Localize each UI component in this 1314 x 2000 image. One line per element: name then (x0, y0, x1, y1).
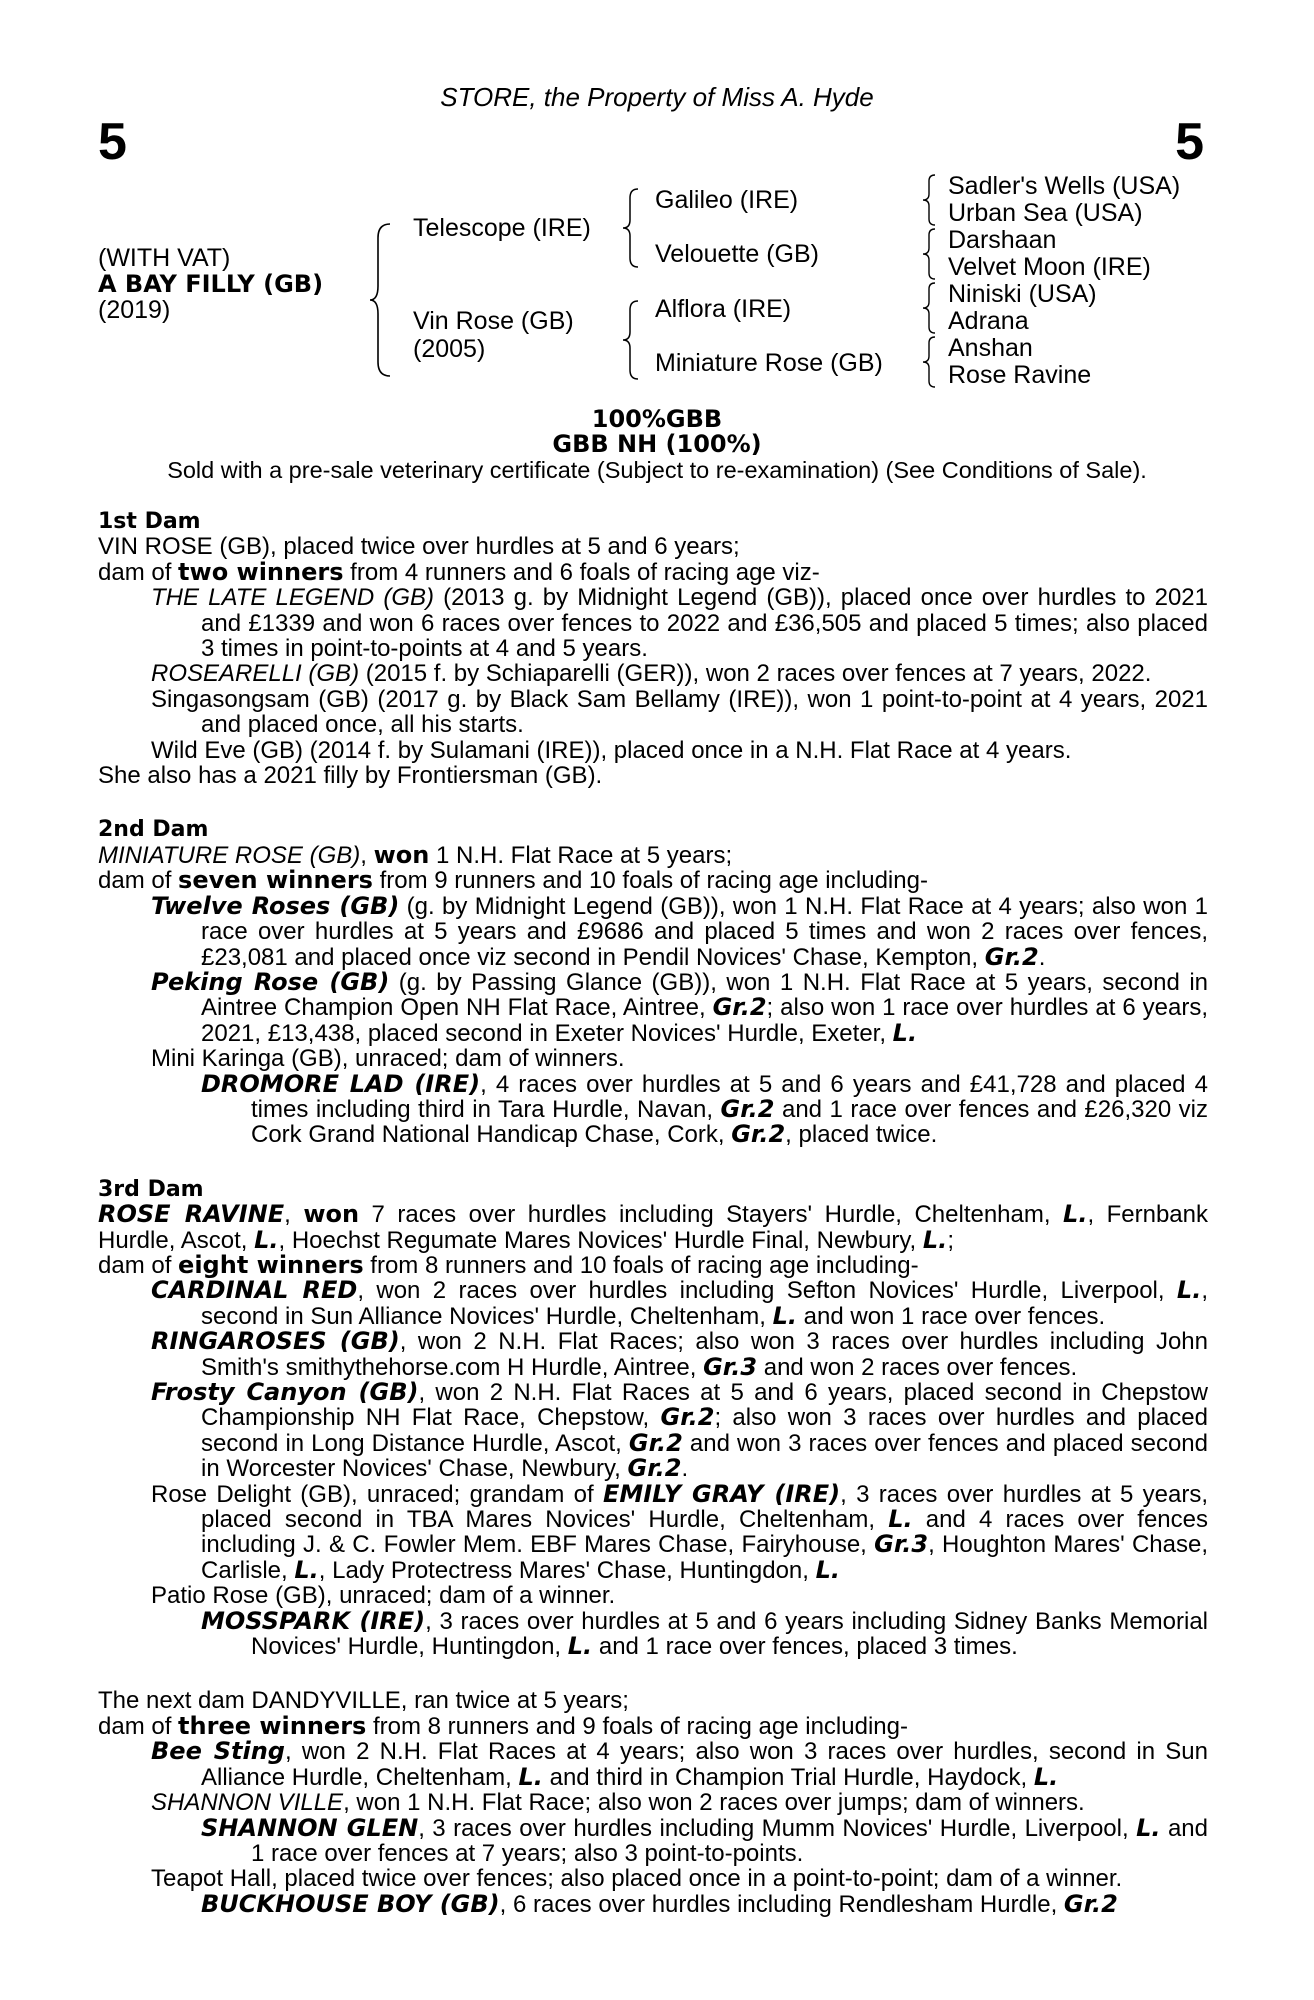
progeny-entry: CARDINAL RED, won 2 races over hurdles including Sefton Novices' Hurdle, Liverpool, L., second in Sun Alliance Novices' Hurdle, Cheltenham, L. and won 1 race over fences. (151, 1276, 1208, 1330)
first-dam-line1: VIN ROSE (GB), placed twice over hurdles at 5 and 6 years; (98, 533, 740, 561)
lot-number-right: 5 (1175, 113, 1204, 171)
brace-ss (920, 172, 940, 228)
lot-year: (2019) (98, 296, 171, 324)
dam-year: (2005) (413, 335, 486, 363)
pedigree-sds: Darshaan (948, 226, 1057, 254)
progeny-entry: Patio Rose (GB), unraced; dam of a winner. (151, 1582, 616, 1610)
second-dam-line1: MINIATURE ROSE (GB), won 1 N.H. Flat Race at 5 years; (98, 840, 733, 869)
brace-dam (620, 298, 644, 382)
progeny-entry: SHANNON VILLE, won 1 N.H. Flat Race; also won 2 races over jumps; dam of winners. (151, 1789, 1085, 1817)
sire-sire: Galileo (IRE) (655, 186, 799, 214)
third-dam-line1: ROSE RAVINE, won 7 races over hurdles including Stayers' Hurdle, Cheltenham, L., Fernbank Hurdle, Ascot, L., Hoechst Regumate Mares Novices' Hurdle Final, Newbury, L.; (98, 1200, 1208, 1254)
second-dam-line2: dam of seven winners from 9 runners and 10 foals of racing age including- (98, 866, 928, 895)
vet-certificate-note: Sold with a pre-sale veterinary certificate (Subject to re-examination) (See Conditions of Sale). (167, 457, 1147, 483)
progeny-entry: DROMORE LAD (IRE), 4 races over hurdles at 5 and 6 years and £41,728 and placed 4 times including third in Tara Hurdle, Navan, Gr.2 and 1 race over fences and £26,320 viz Cork Grand National Handicap Chase, Cork, Gr.2, placed twice. (201, 1069, 1209, 1149)
pedigree-dds: Anshan (948, 334, 1033, 362)
progeny-entry: BUCKHOUSE BOY (GB), 6 races over hurdles including Rendlesham Hurdle, Gr.2 (201, 1889, 1118, 1918)
gbb-nh: GBB NH (100%) (552, 430, 762, 458)
third-dam-line2: dam of eight winners from 8 runners and 10 foals of racing age including- (98, 1250, 919, 1279)
dam-dam: Miniature Rose (GB) (655, 349, 883, 377)
progeny-entry: Frosty Canyon (GB), won 2 N.H. Flat Races at 5 and 6 years, placed second in Chepstow Championship NH Flat Race, Chepstow, Gr.2; also won 3 races over hurdles and placed second in Long Distance Hurdle, Ascot, Gr.2 and won 3 races over fences and placed second in Worcester Novices' Chase, Newbury, Gr.2. (151, 1378, 1209, 1483)
progeny-entry: ROSEARELLI (GB) (2015 f. by Schiaparelli (GER)), won 2 races over fences at 7 years, 2022. (151, 660, 1152, 688)
first-dam-heading: 1st Dam (98, 509, 201, 534)
first-dam-line2: dam of two winners from 4 runners and 6 foals of racing age viz- (98, 557, 820, 586)
dam-sire: Alflora (IRE) (655, 295, 792, 323)
pedigree-brace-main (368, 220, 398, 380)
progeny-entry: Twelve Roses (GB) (g. by Midnight Legend (GB)), won 1 N.H. Flat Race at 4 years; also won 1 race over hurdles at 5 years and £9686 and placed 5 times and won 2 races over fences, £23,081 and placed once viz second in Pendil Novices' Chase, Kempton, Gr.2. (151, 891, 1208, 971)
next-dam-line1: The next dam DANDYVILLE, ran twice at 5 years; (98, 1687, 629, 1715)
pedigree-dsd: Adrana (948, 307, 1029, 335)
pedigree-ssd: Urban Sea (USA) (948, 199, 1143, 227)
catalogue-body (98, 509, 1208, 1917)
gbb-percentage: 100%GBB (591, 405, 723, 433)
lot-name: A BAY FILLY (GB) (98, 270, 324, 298)
second-dam-heading: 2nd Dam (98, 817, 209, 843)
progeny-entry: Rose Delight (GB), unraced; grandam of EMILY GRAY (IRE), 3 races over hurdles at 5 years, placed second in TBA Mares Novices' Hurdle, Cheltenham, L. and 4 races over fences including J. & C. Fowler Mem. EBF Mares Chase, Fairyhouse, Gr.3, Houghton Mares' Chase, Carlisle, L., Lady Protectress Mares' Chase, Huntingdon, L. (151, 1479, 1209, 1584)
brace-sire (620, 186, 644, 270)
lot-number-left: 5 (98, 113, 127, 171)
progeny-entry: Wild Eve (GB) (2014 f. by Sulamani (IRE)), placed once in a N.H. Flat Race at 4 years. (151, 736, 1072, 764)
progeny-entry: SHANNON GLEN, 3 races over hurdles including Mumm Novices' Hurdle, Liverpool, L. and 1 race over fences at 7 years; also 3 point-to-points. (201, 1813, 1208, 1867)
progeny-entry: Mini Karinga (GB), unraced; dam of winners. (151, 1045, 625, 1073)
pedigree-ddd: Rose Ravine (948, 361, 1092, 389)
brace-dd (920, 334, 940, 390)
third-dam-heading: 3rd Dam (98, 1176, 204, 1202)
sire-name: Telescope (IRE) (413, 214, 591, 242)
dam-name: Vin Rose (GB) (413, 307, 574, 335)
progeny-entry: MOSSPARK (IRE), 3 races over hurdles at 5 and 6 years including Sidney Banks Memorial Novices' Hurdle, Huntingdon, L. and 1 race over fences, placed 3 times. (201, 1606, 1209, 1661)
pedigree-sdd: Velvet Moon (IRE) (948, 253, 1151, 281)
pedigree-dss: Niniski (USA) (948, 280, 1097, 308)
progeny-entry: Bee Sting, won 2 N.H. Flat Races at 4 years; also won 3 races over hurdles, second in Sun Alliance Hurdle, Cheltenham, L. and third in Champion Trial Hurdle, Haydock, L. (151, 1737, 1208, 1791)
brace-ds (920, 280, 940, 336)
progeny-entry: RINGAROSES (GB), won 2 N.H. Flat Races; also won 3 races over hurdles including John Smith's smithythehorse.com H Hurdle, Aintree, Gr.3 and won 2 races over fences. (151, 1327, 1208, 1381)
pedigree-sss: Sadler's Wells (USA) (948, 172, 1181, 200)
consignor-header: STORE, the Property of Miss A. Hyde (440, 82, 874, 112)
next-dam-line2: dam of three winners from 8 runners and 9 foals of racing age including- (98, 1711, 908, 1740)
progeny-entry: Peking Rose (GB) (g. by Passing Glance (GB)), won 1 N.H. Flat Race at 5 years, second in Aintree Champion Open NH Flat Race, Aintree, Gr.2; also won 1 race over hurdles at 6 years, 2021, £13,438, placed second in Exeter Novices' Hurdle, Exeter, L. (151, 967, 1209, 1047)
progeny-entry: Singasongsam (GB) (2017 g. by Black Sam Bellamy (IRE)), won 1 point-to-point at 4 years, 2021 and placed once, all his starts. (151, 685, 1208, 739)
progeny-entry: THE LATE LEGEND (GB) (2013 g. by Midnight Legend (GB)), placed once over hurdles to 2021 and £1339 and won 6 races over fences to 2022 and £36,505 and placed 5 times; also placed 3 times in point-to-points at 4 and 5 years. (151, 584, 1208, 663)
first-dam-footer: She also has a 2021 filly by Frontiersman (GB). (98, 762, 603, 790)
brace-sd (920, 226, 940, 282)
sire-dam: Velouette (GB) (655, 240, 819, 268)
progeny-entry: Teapot Hall, placed twice over fences; also placed once in a point-to-point; dam of a winner. (151, 1865, 1123, 1893)
vat-note: (WITH VAT) (98, 244, 231, 272)
